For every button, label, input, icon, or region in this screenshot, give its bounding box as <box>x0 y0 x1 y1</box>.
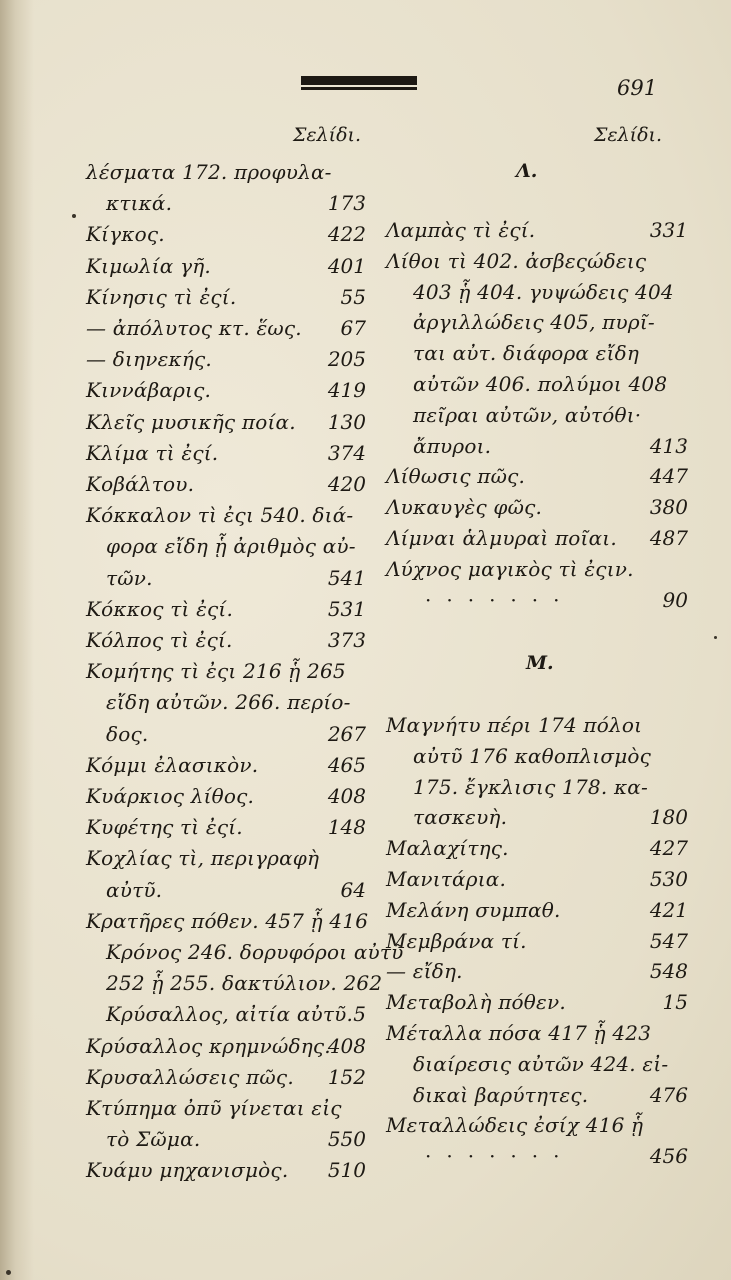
left-index-entry: — ἀπόλυτος κτ. ἕως. <box>86 316 302 340</box>
paper-speck <box>714 636 717 639</box>
mu-index-page-ref: 180 <box>649 805 688 830</box>
paper-speck <box>72 214 76 218</box>
lambda-index-entry: Λίθωσις πῶς. <box>386 464 526 489</box>
left-index-page-ref: 408 <box>327 1033 366 1058</box>
left-index-entry: δος. <box>106 721 149 746</box>
lambda-index-entry: Λίμναι ἁλμυραὶ ποῖαι. <box>386 526 617 550</box>
left-index-entry: λέσματα 172. προφυλα- <box>86 160 332 184</box>
lambda-index-page-ref: 487 <box>649 526 688 550</box>
left-index-entry: Κρατῆρες πόθεν. 457 ᾗ 416 <box>86 908 369 933</box>
left-index-entry: τὸ Σῶμα. <box>106 1127 201 1152</box>
left-index-page-ref: 510 <box>327 1158 366 1183</box>
lambda-index-page-ref: 90 <box>662 587 688 612</box>
mu-index-page-ref: 427 <box>649 836 688 861</box>
mu-index-entry: Μελάνη συμπαθ. <box>386 897 561 922</box>
page-number: 691 <box>617 76 658 100</box>
column-label-left: Σελίδι. <box>293 124 362 146</box>
left-index-page-ref: 465 <box>327 752 366 777</box>
left-index-entry: Κυάρκιος λίθος. <box>86 784 255 808</box>
mu-index-entry: αὐτῦ 176 καθοπλισμὸς <box>413 743 652 768</box>
left-index-entry: αὐτῦ. <box>106 877 163 902</box>
left-index-entry: 252 ᾗ 255. δακτύλιον. 262 <box>106 971 383 996</box>
left-index-page-ref: 173 <box>327 191 366 216</box>
lambda-index-entry: Λυκαυγὲς φῶς. <box>386 495 543 520</box>
section-heading-mu: Μ. <box>526 652 554 674</box>
mu-index-entry: Μαγνήτυ πέρι 174 πόλοι <box>386 713 643 737</box>
left-index-entry: Κιμωλία γῆ. <box>86 253 211 278</box>
left-index-entry: Κόκκος τὶ ἐςί. <box>86 596 234 621</box>
lambda-index-page-ref: 331 <box>649 218 688 242</box>
left-index-entry: Κίγκος. <box>86 222 165 247</box>
left-index-page-ref: 205 <box>327 347 366 372</box>
mu-index-page-ref: 476 <box>649 1082 688 1107</box>
lambda-index-entry: Λαμπὰς τὶ ἐςί. <box>386 218 536 242</box>
left-index-entry: κτικά. <box>106 191 173 216</box>
mu-index-entry: Μανιτάρια. <box>386 867 507 891</box>
left-index-entry: Κυάμυ μηχανισμὸς. <box>86 1158 289 1183</box>
page-gutter-shadow <box>0 0 34 1280</box>
lambda-index-page-ref: 413 <box>649 433 688 458</box>
left-index-page-ref: 64 <box>340 877 366 902</box>
left-index-entry: Κόμμι ἐλασικὸν. <box>86 752 259 777</box>
mu-index-entry: 175. ἔγκλισις 178. κα- <box>413 774 648 799</box>
mu-index-page-ref: 421 <box>649 897 688 922</box>
left-index-page-ref: 374 <box>327 440 366 465</box>
lambda-index-entry: πεῖραι αὐτῶν, αὐτόθι· <box>413 402 642 427</box>
mu-index-page-ref: 456 <box>649 1144 688 1169</box>
mu-index-entry: Μεμβράνα τί. <box>386 928 527 953</box>
mu-index-entry: δικαὶ βαρύτητες. <box>413 1082 589 1107</box>
left-index-page-ref: 148 <box>327 815 366 840</box>
left-index-entry: Κρυσαλλώσεις πῶς. <box>86 1064 294 1089</box>
left-index-page-ref: 422 <box>327 222 366 247</box>
lambda-index-entry: Λύχνος μαγικὸς τὶ ἐςιν. <box>386 556 634 581</box>
lambda-index-entry: Λίθοι τὶ 402. ἀσβεςώδεις <box>386 248 647 273</box>
left-index-page-ref: 401 <box>327 253 366 278</box>
leader-dots: ······· <box>425 587 575 612</box>
mu-index-page-ref: 530 <box>649 867 688 891</box>
left-index-page-ref: 130 <box>327 409 366 434</box>
left-index-page-ref: 5 <box>353 1002 366 1027</box>
left-index-entry: Κιννάβαρις. <box>86 378 212 403</box>
left-index-entry: Κόλπος τὶ ἐςί. <box>86 628 233 652</box>
left-index-page-ref: 152 <box>327 1064 366 1089</box>
mu-index-entry: — εἴδη. <box>386 959 463 984</box>
column-label-right: Σελίδι. <box>594 124 663 146</box>
mu-index-page-ref: 548 <box>649 959 688 984</box>
left-index-page-ref: 419 <box>327 378 366 403</box>
mu-index-entry: διαίρεσις αὐτῶν 424. εἰ- <box>413 1051 669 1076</box>
lambda-index-entry: ἄπυροι. <box>413 433 492 458</box>
paper-speck <box>6 1270 11 1275</box>
left-index-page-ref: 373 <box>327 628 366 652</box>
lambda-index-page-ref: 380 <box>649 495 688 520</box>
left-index-entry: Κλεῖς μυσικῆς ποία. <box>86 409 296 434</box>
left-index-page-ref: 420 <box>327 472 366 496</box>
left-index-entry: Κρόνος 246. δορυφόροι αὐτῦ <box>106 940 404 964</box>
left-index-page-ref: 55 <box>340 284 366 309</box>
left-index-entry: — διηνεκής. <box>86 347 212 372</box>
left-index-page-ref: 550 <box>327 1127 366 1152</box>
left-index-entry: Κυφέτης τὶ ἐςί. <box>86 815 243 840</box>
mu-index-entry: Μεταλλώδεις ἐσίχ 416 ᾗ <box>386 1113 644 1138</box>
left-index-entry: Κλίμα τὶ ἐςί. <box>86 440 219 465</box>
left-index-entry: Κίνησις τὶ ἐςί. <box>86 284 237 309</box>
left-index-entry: Κτύπημα ὀπῦ γίνεται εἰς <box>86 1096 342 1120</box>
left-index-page-ref: 267 <box>327 721 366 746</box>
header-rule <box>301 76 417 87</box>
left-index-entry: Κόκκαλον τὶ ἐςι 540. διά- <box>86 503 354 528</box>
left-index-entry: Κοβάλτου. <box>86 472 195 496</box>
left-index-page-ref: 67 <box>340 316 366 340</box>
lambda-index-entry: αὐτῶν 406. πολύμοι 408 <box>413 372 668 396</box>
lambda-index-entry: 403 ᾗ 404. γυψώδεις 404 <box>413 279 674 304</box>
mu-index-entry: Μεταβολὴ πόθεν. <box>386 990 566 1015</box>
left-index-entry: τῶν. <box>106 565 153 590</box>
left-index-entry: Κοχλίας τὶ, περιγραφὴ <box>86 846 320 871</box>
leader-dots: ······· <box>425 1144 575 1169</box>
lambda-index-page-ref: 447 <box>649 464 688 489</box>
mu-index-entry: Μαλαχίτης. <box>386 836 509 861</box>
left-index-page-ref: 408 <box>327 784 366 808</box>
left-index-page-ref: 541 <box>327 565 366 590</box>
lambda-index-entry: ἀργιλλώδεις 405, πυρῖ- <box>413 310 655 335</box>
section-heading-lambda: Λ. <box>516 160 538 182</box>
left-index-entry: Κομήτης τὶ ἐςι 216 ᾗ 265 <box>86 659 346 684</box>
mu-index-page-ref: 15 <box>662 990 688 1015</box>
left-index-entry: Κρύσαλλος, αἰτία αὐτῦ. <box>106 1002 354 1027</box>
mu-index-entry: Μέταλλα πόσα 417 ᾗ 423 <box>386 1021 652 1045</box>
lambda-index-entry: ται αὐτ. διάφορα εἴδη <box>413 341 640 366</box>
left-index-page-ref: 531 <box>327 596 366 621</box>
mu-index-entry: τασκευὴ. <box>413 805 508 830</box>
left-index-entry: εἴδη αὐτῶν. 266. περίο- <box>106 690 351 715</box>
left-index-entry: Κρύσαλλος κρημνώδης. <box>86 1033 331 1058</box>
left-index-entry: φορα εἴδη ᾗ ἀριθμὸς αὐ- <box>106 534 356 559</box>
mu-index-page-ref: 547 <box>649 928 688 953</box>
